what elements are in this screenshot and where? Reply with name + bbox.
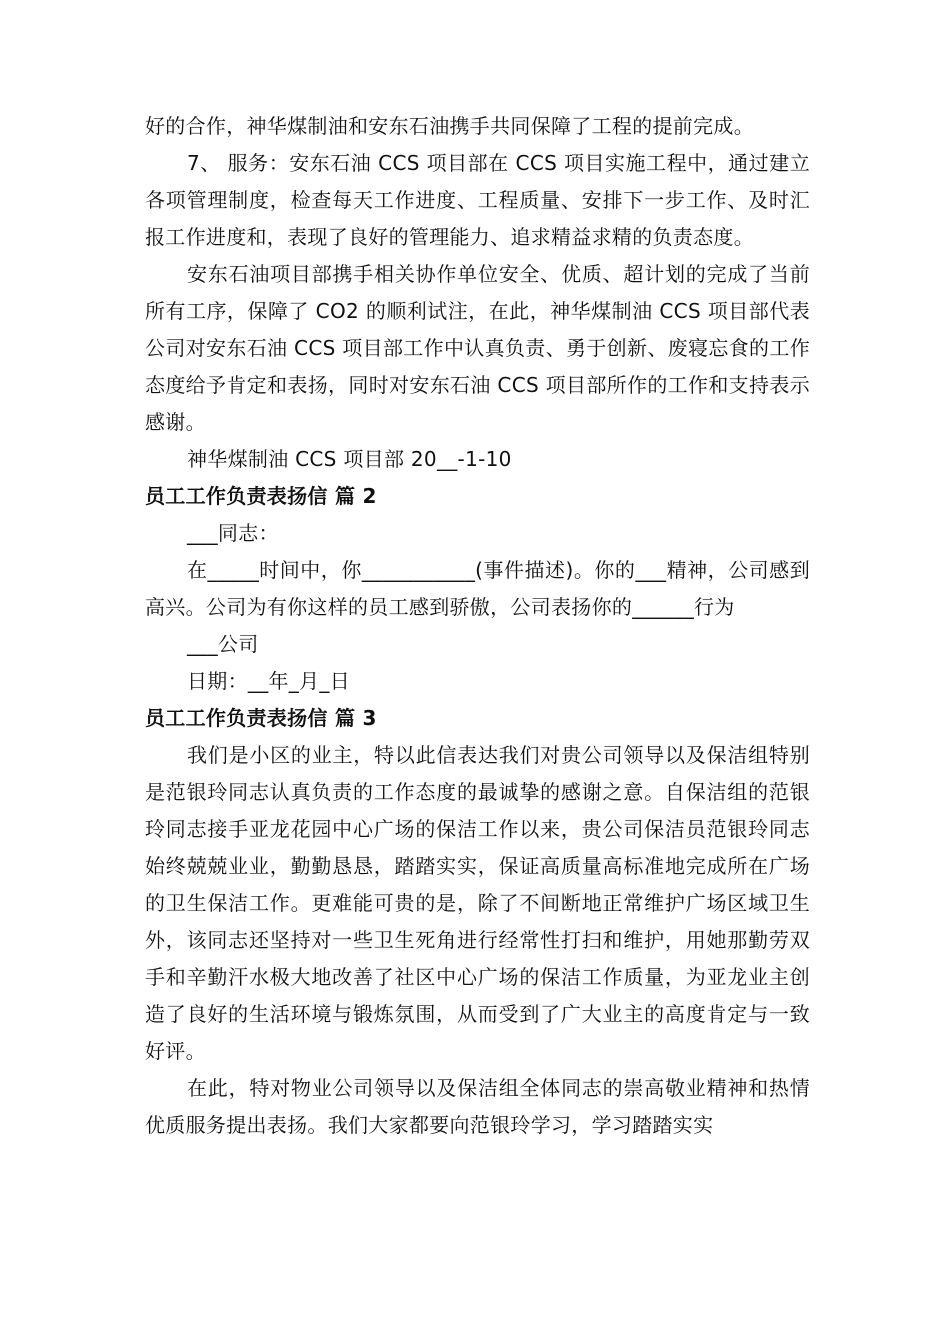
paragraph: 安东石油项目部携手相关协作单位安全、优质、超计划的完成了当前所有工序，保障了 CO2 的顺利试注，在此，神华煤制油 CCS 项目部代表公司对安东石油 CCS 项目部工作中认真负责、勇于创新、废寝忘食的工作态度给予肯定和表扬，同时对安东石油 CCS 项目部所作的工作和支持表示感谢。 — [145, 262, 810, 434]
paragraph: 我们是小区的业主，特以此信表达我们对贵公司领导以及保洁组特别是范银玲同志认真负责的工作态度的最诚挚的感谢之意。自保洁组的范银玲同志接手亚龙花园中心广场的保洁工作以来，贵公司保洁员范银玲同志始终兢兢业业，勤勤恳恳，踏踏实实，保证高质量高标准地完成所在广场的卫生保洁工作。更难能可贵的是，除了不间断地正常维护广场区域卫生外，该同志还坚持对一些卫生死角进行经常性打扫和维护，用她那勤劳双手和辛勤汗水极大地改善了社区中心广场的保洁工作质量，为亚龙业主创造了良好的生活环境与锻炼氛围，从而受到了广大业主的高度肯定与一致好评。 — [145, 743, 810, 1063]
signature-line: ___公司 — [187, 632, 259, 656]
paragraph: 在_____时间中，你___________(事件描述)。你的___精神，公司感到高兴。公司为有你这样的员工感到骄傲，公司表扬你的______行为 — [145, 558, 810, 619]
signature-line: 神华煤制油 CCS 项目部 20__-1-10 — [187, 447, 512, 471]
section-heading: 员工工作负责表扬信 篇 3 — [145, 706, 377, 730]
document-body — [145, 108, 810, 1144]
salutation: ___同志： — [187, 521, 279, 545]
paragraph: 在此，特对物业公司领导以及保洁组全体同志的崇高敬业精神和热情优质服务提出表扬。我们大家都要向范银玲学习，学习踏踏实实 — [145, 1076, 810, 1137]
paragraph: 7、 服务：安东石油 CCS 项目部在 CCS 项目实施工程中，通过建立各项管理制度，检查每天工作进度、工程质量、安排下一步工作、及时汇报工作进度和，表现了良好的管理能力、追求精益求精的负责态度。 — [145, 151, 810, 249]
date-line: 日期：__年_月_日 — [187, 669, 350, 693]
section-heading: 员工工作负责表扬信 篇 2 — [145, 484, 377, 508]
paragraph: 好的合作，神华煤制油和安东石油携手共同保障了工程的提前完成。 — [145, 114, 754, 138]
